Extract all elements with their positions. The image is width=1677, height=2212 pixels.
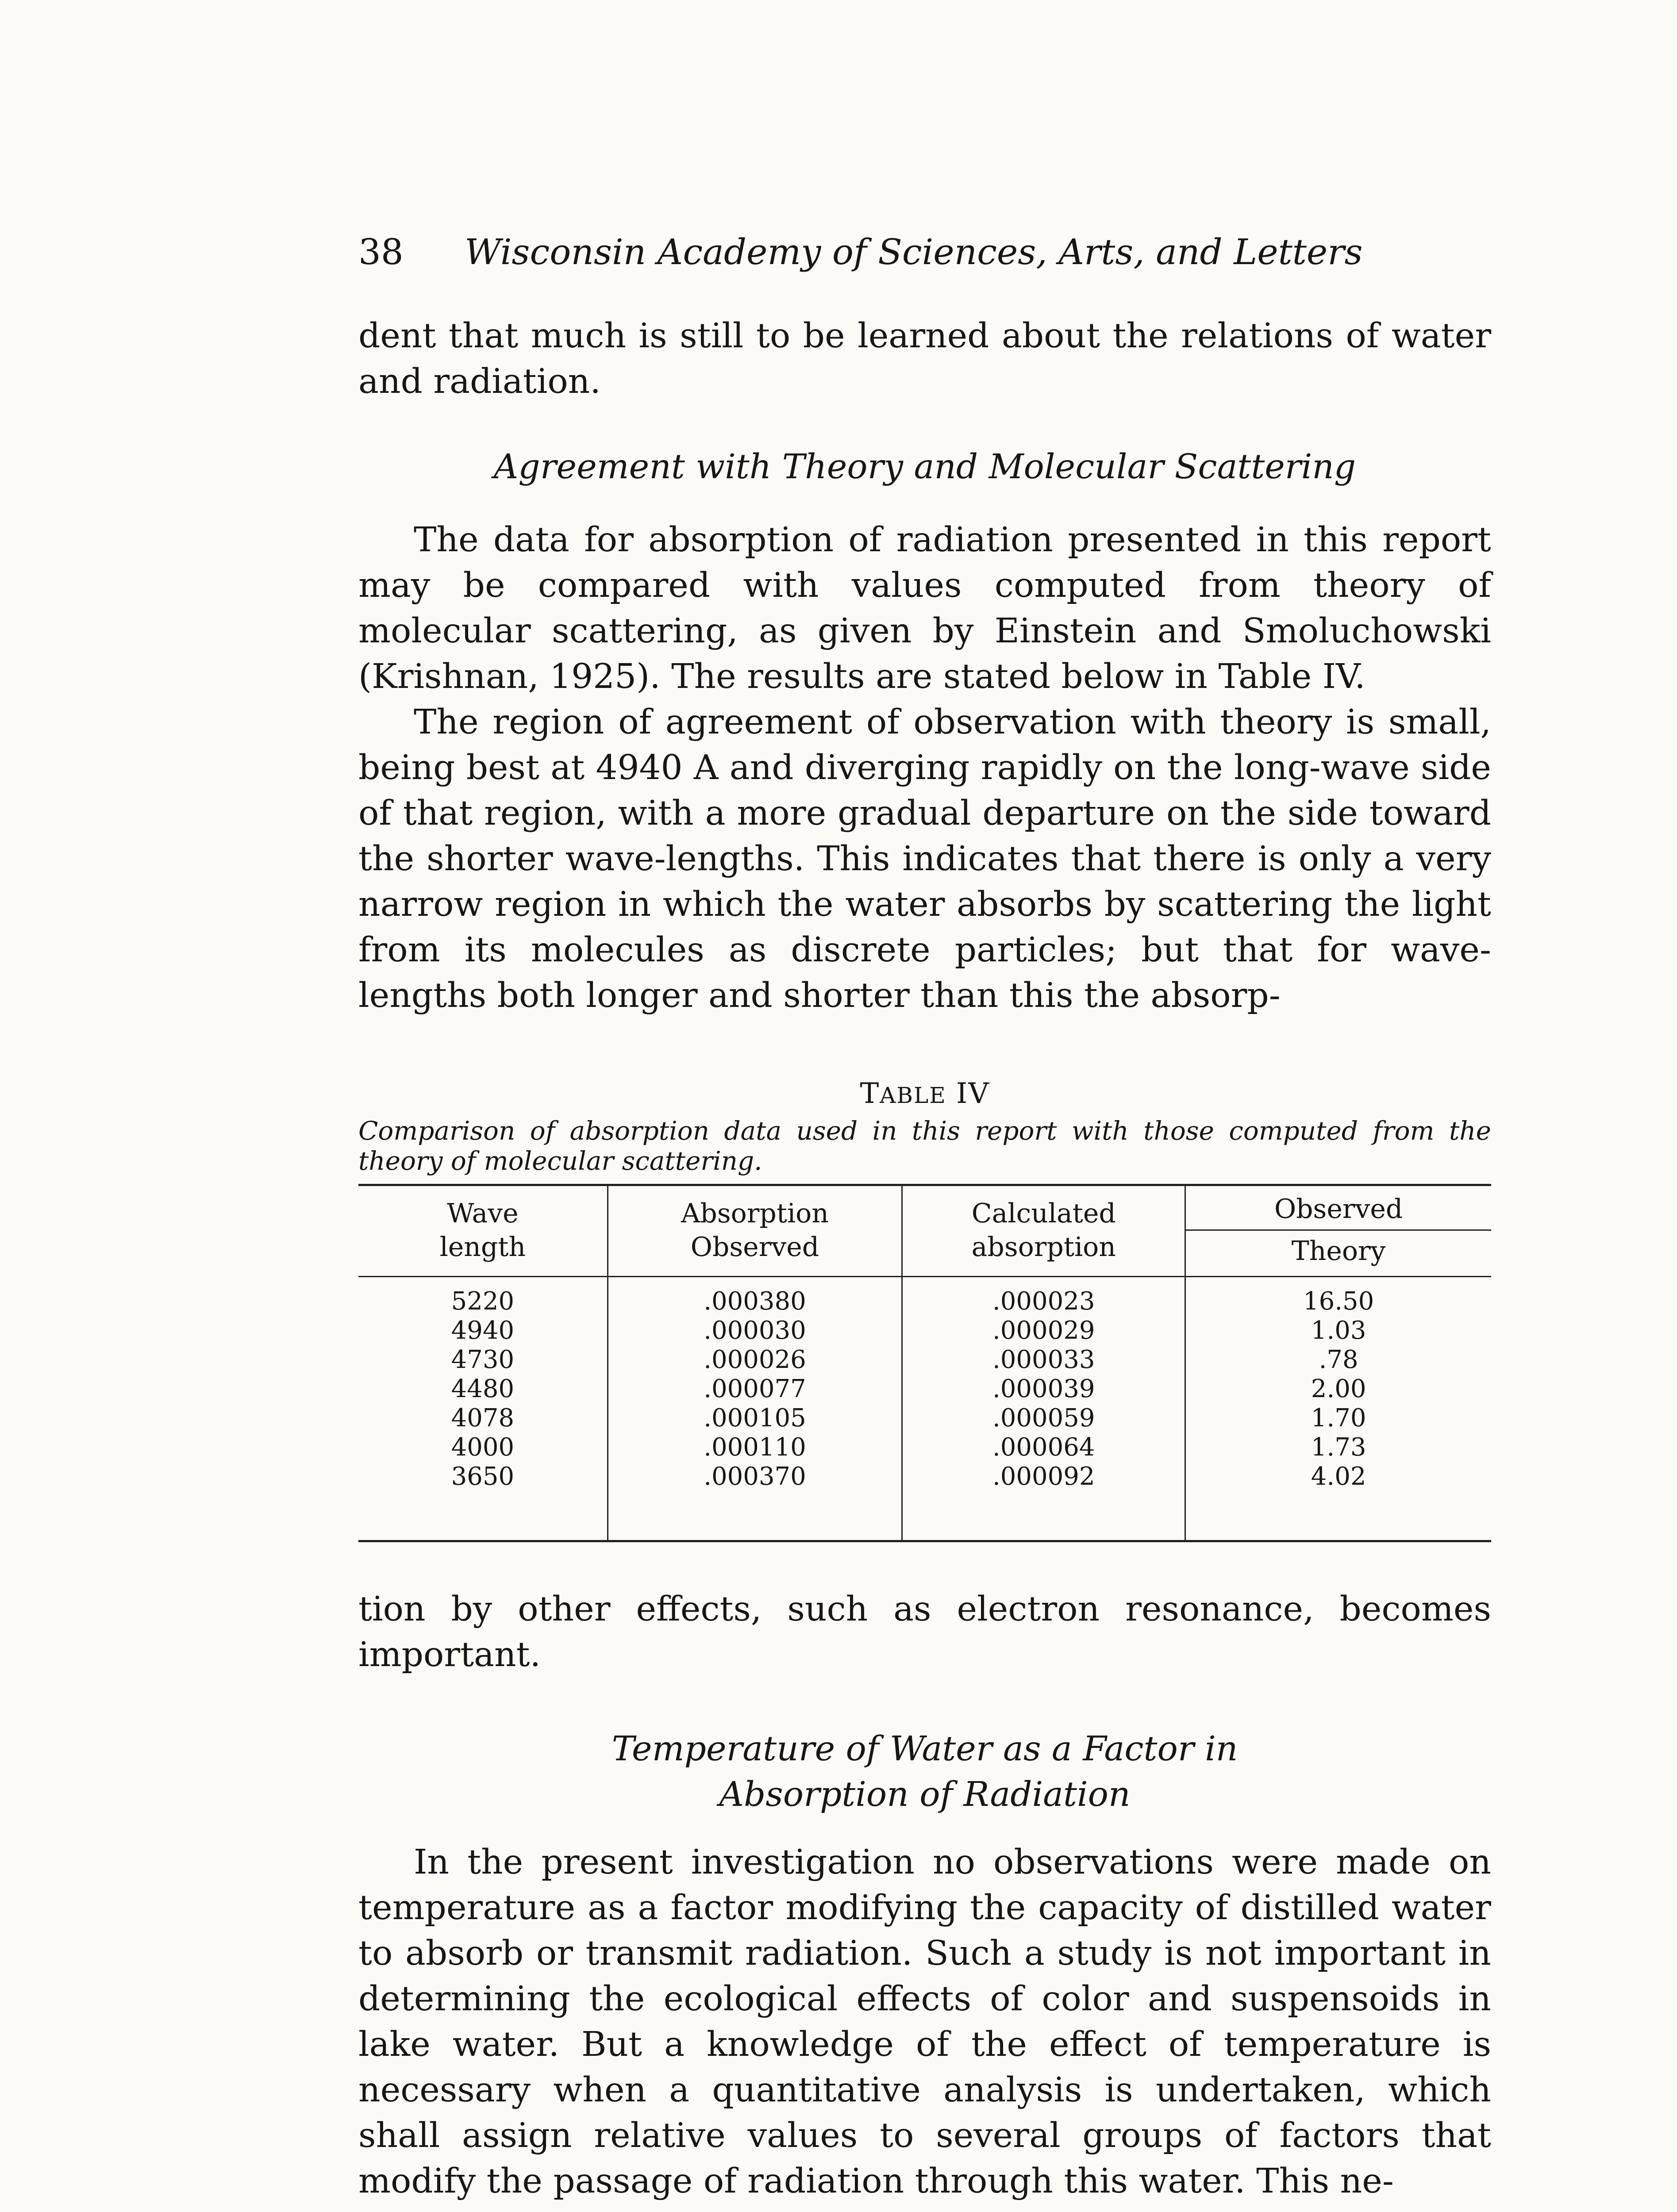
col-header-wave [358,1185,608,1277]
cell-wave: 4730 [358,1345,608,1375]
cell-calculated: .000039 [902,1375,1185,1404]
absorption-table [358,1184,1491,1542]
col-header-ratio [1185,1185,1491,1277]
col-header-calculated-line2: absorption [971,1231,1116,1263]
cell-observed: .000030 [608,1316,902,1345]
cell-observed: .000077 [608,1375,902,1404]
col-header-ratio-denominator: Theory [1291,1236,1386,1267]
running-title: Wisconsin Academy of Sciences, Arts, and Letters [465,231,1363,273]
col-header-calculated-line1: Calculated [971,1198,1116,1229]
cell-wave: 5220 [358,1277,608,1317]
cell-observed: .000380 [608,1277,902,1317]
table-caption: TABLE IV [860,1077,990,1110]
page [358,230,1491,2204]
col-header-wave-line1: Wave [447,1198,519,1229]
section-heading-temperature-line2: Absorption of Radiation [719,1775,1131,1814]
cell-calculated: .000023 [902,1277,1185,1317]
table-row [358,1462,1491,1541]
cell-ratio: 4.02 [1311,1462,1366,1491]
cell-wave: 4078 [358,1404,608,1433]
cell-calculated: .000033 [902,1345,1185,1375]
cell-calculated: .000059 [902,1404,1185,1433]
table-header-row [358,1185,1491,1277]
paragraph-region: The region of agreement of observation with theory is small, being best at 4940 A and diverging rapidly on the long-wave side of that region, with a more gradual departure on the side toward the shorter wave-lengths. This indicates that there is only a very narrow region in which the water absorbs by scattering the light from its molecules as discrete particles; but that for wave-lengths both longer and shorter than this the absorp- [358,703,1491,1015]
cell-ratio: 2.00 [1311,1375,1366,1403]
cell-observed: .000370 [608,1462,902,1541]
col-header-absorption [608,1185,902,1277]
table-row [358,1375,1491,1404]
table-row [358,1277,1491,1317]
paragraph-continuation-after-table: tion by other effects, such as electron resonance, becomes important. [358,1590,1491,1674]
cell-calculated: .000029 [902,1316,1185,1345]
cell-wave: 4480 [358,1375,608,1404]
cell-wave: 4000 [358,1433,608,1462]
cell-ratio: 1.70 [1311,1404,1366,1432]
cell-calculated: .000092 [902,1462,1185,1541]
table-row [358,1316,1491,1345]
cell-ratio: .78 [1319,1345,1358,1374]
cell-observed: .000026 [608,1345,902,1375]
cell-ratio: 16.50 [1303,1287,1374,1316]
cell-observed: .000110 [608,1433,902,1462]
running-head [358,230,1491,274]
paragraph-continuation: dent that much is still to be learned about the relations of water and radiation. [358,316,1491,401]
cell-calculated: .000064 [902,1433,1185,1462]
page-number: 38 [358,231,404,273]
table-description: Comparison of absorption data used in this report with those computed from the theory of molecular scattering. [358,1116,1491,1176]
col-header-ratio-numerator: Observed [1186,1192,1491,1231]
section-heading-temperature [358,1726,1491,1817]
paragraph-temperature: In the present investigation no observations were made on temperature as a factor modifying the capacity of distilled water to absorb or transmit radiation. Such a study is not important in determining the ecological effects of color and suspensoids in lake water. But a knowledge of the effect of temperature is necessary when a quantitative analysis is undertaken, which shall assign relative values to several groups of factors that modify the passage of radiation through this water. This ne- [358,1843,1491,2201]
cell-ratio: 1.03 [1311,1316,1366,1345]
section-heading-agreement: Agreement with Theory and Molecular Scattering [493,447,1356,487]
col-header-absorption-line1: Absorption [681,1198,829,1229]
cell-wave: 3650 [358,1462,608,1541]
col-header-absorption-line2: Observed [690,1231,819,1263]
cell-observed: .000105 [608,1404,902,1433]
table-row [358,1433,1491,1462]
cell-wave: 4940 [358,1316,608,1345]
paragraph-comparison: The data for absorption of radiation presented in this report may be compared with values computed from theory of molecular scattering, as given by Einstein and Smoluchowski (Krishnan, 1925). The results are stated below in Table IV. [358,520,1491,696]
table-row [358,1345,1491,1375]
table-row [358,1404,1491,1433]
col-header-wave-line2: length [439,1231,526,1263]
cell-ratio: 1.73 [1311,1433,1366,1462]
col-header-calculated [902,1185,1185,1277]
section-heading-temperature-line1: Temperature of Water as a Factor in [612,1729,1238,1769]
